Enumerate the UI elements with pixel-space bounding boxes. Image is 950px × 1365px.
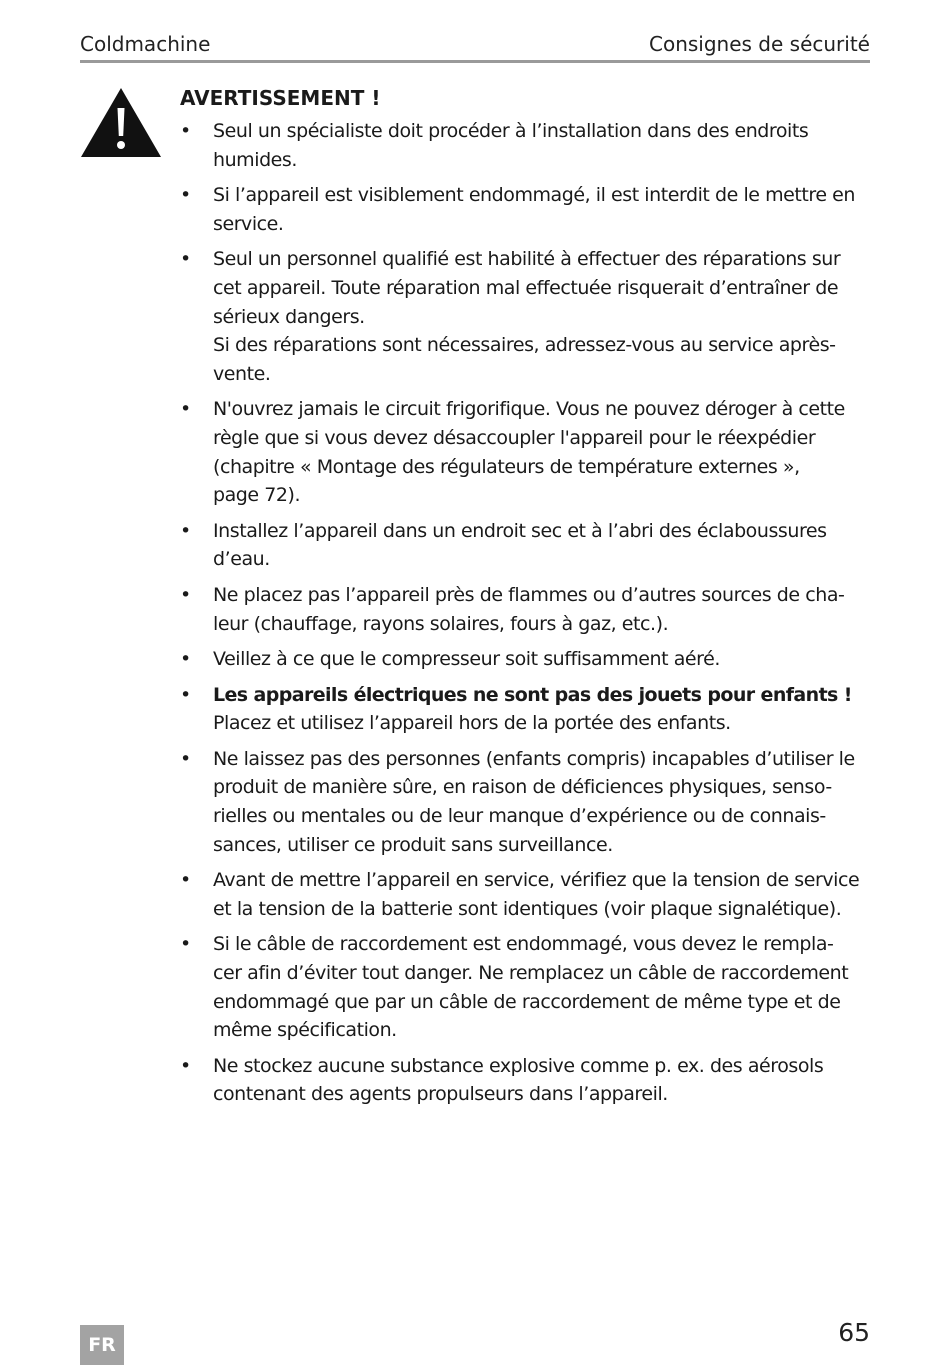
warning-item-text-line: Seul un personnel qualifié est habilité à effectuer des réparations sur xyxy=(213,248,841,271)
page-header xyxy=(80,30,870,63)
warning-item-text-line: même spécification. xyxy=(213,1019,397,1042)
bullet-icon: • xyxy=(180,398,191,421)
bullet-icon: • xyxy=(180,184,191,207)
warning-item-text-line: Ne stockez aucune substance explosive comme p. ex. des aérosols xyxy=(213,1054,824,1077)
warning-item-text-line: cer afin d’éviter tout danger. Ne remplacez un câble de raccordement xyxy=(213,962,849,985)
warning-title: AVERTISSEMENT ! xyxy=(180,86,381,110)
warning-item-text-line: Si l’appareil est visiblement endommagé, il est interdit de le mettre en xyxy=(213,184,856,207)
warning-list-item xyxy=(180,245,870,388)
warning-list-item xyxy=(180,1052,870,1109)
warning-triangle-icon xyxy=(80,86,162,158)
warning-list-item xyxy=(180,517,870,574)
warning-list-item xyxy=(180,117,870,174)
warning-list-item xyxy=(180,181,870,238)
header-product-name: Coldmachine xyxy=(80,32,211,56)
warning-item-text-line: N'ouvrez jamais le circuit frigorifique. Vous ne pouvez déroger à cette xyxy=(213,398,845,421)
warning-item-text-line: Veillez à ce que le compresseur soit suffisamment aéré. xyxy=(213,648,720,671)
warning-list-item xyxy=(180,681,870,738)
warning-list xyxy=(180,117,870,1109)
warning-item-text-line: service. xyxy=(213,212,284,235)
warning-item-text-line: et la tension de la batterie sont identiques (voir plaque signalétique). xyxy=(213,897,842,920)
warning-section xyxy=(180,84,870,1116)
warning-item-text-line: endommagé que par un câble de raccordement de même type et de xyxy=(213,990,841,1013)
warning-list-item xyxy=(180,395,870,509)
warning-item-text-line: Ne placez pas l’appareil près de flammes ou d’autres sources de cha- xyxy=(213,583,845,606)
bullet-icon: • xyxy=(180,869,191,892)
warning-item-text-line: contenant des agents propulseurs dans l’appareil. xyxy=(213,1083,668,1106)
warning-item-text-line: (chapitre « Montage des régulateurs de température externes », xyxy=(213,455,800,478)
language-badge: FR xyxy=(80,1325,124,1365)
bullet-icon: • xyxy=(180,519,191,542)
bullet-icon: • xyxy=(180,747,191,770)
warning-list-item xyxy=(180,745,870,859)
warning-list-item xyxy=(180,645,870,674)
warning-item-text-line: page 72). xyxy=(213,484,301,507)
warning-item-text-line: rielles ou mentales ou de leur manque d’expérience ou de connais- xyxy=(213,805,826,828)
warning-list-item xyxy=(180,866,870,923)
warning-item-text-line: sances, utiliser ce produit sans surveillance. xyxy=(213,833,613,856)
warning-item-text-line: Installez l’appareil dans un endroit sec et à l’abri des éclaboussures xyxy=(213,519,827,542)
warning-item-emphasis: Les appareils électriques ne sont pas des jouets pour enfants ! xyxy=(213,683,852,706)
warning-item-text-line: humides. xyxy=(213,148,297,171)
warning-item-text-line: Ne laissez pas des personnes (enfants compris) incapables d’utiliser le xyxy=(213,747,855,770)
warning-item-text-line: Placez et utilisez l’appareil hors de la portée des enfants. xyxy=(213,712,731,735)
warning-item-text-line: règle que si vous devez désaccoupler l'appareil pour le réexpédier xyxy=(213,426,816,449)
warning-list-item xyxy=(180,581,870,638)
warning-item-text-line: Si le câble de raccordement est endommagé, vous devez le rempla- xyxy=(213,933,834,956)
header-section-title: Consignes de sécurité xyxy=(649,32,870,56)
bullet-icon: • xyxy=(180,1054,191,1077)
bullet-icon: • xyxy=(180,120,191,142)
warning-item-text-line: Seul un spécialiste doit procéder à l’installation dans des endroits xyxy=(213,120,809,142)
bullet-icon: • xyxy=(180,583,191,606)
bullet-icon: • xyxy=(180,248,191,271)
bullet-icon: • xyxy=(180,683,191,706)
warning-item-text-line: produit de manière sûre, en raison de déficiences physiques, senso- xyxy=(213,776,832,799)
warning-item-text-line: d’eau. xyxy=(213,548,270,571)
warning-item-text-line: sérieux dangers. xyxy=(213,305,365,328)
bullet-icon: • xyxy=(180,933,191,956)
warning-item-text-line: vente. xyxy=(213,362,271,385)
warning-item-text-line: Avant de mettre l’appareil en service, vérifiez que la tension de service xyxy=(213,869,860,892)
warning-list-item xyxy=(180,930,870,1044)
page-number: 65 xyxy=(838,1318,870,1347)
warning-item-text-line: leur (chauffage, rayons solaires, fours à gaz, etc.). xyxy=(213,612,669,635)
warning-item-text-line: Si des réparations sont nécessaires, adressez-vous au service après- xyxy=(213,334,836,357)
warning-item-text-line: cet appareil. Toute réparation mal effectuée risquerait d’entraîner de xyxy=(213,276,839,299)
bullet-icon: • xyxy=(180,648,191,671)
